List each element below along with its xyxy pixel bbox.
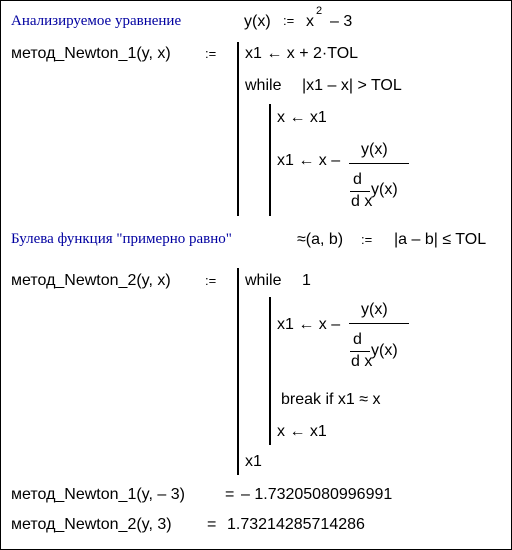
newton1-frac-numerator: y(x) [361,141,388,158]
newton1-frac-dx: d x [351,193,373,210]
approx-def-lhs: ≈(a, b) [297,231,344,248]
func-def-power: 2 [316,5,323,17]
newton2-header: метод_Newton_2(y, x) [11,272,171,289]
newton1-fraction-line [349,163,409,164]
newton2-frac-yx: y(x) [371,342,398,359]
result2-value: 1.73214285714286 [227,516,365,533]
result1-expression: метод_Newton_1(y, – 3) [11,486,185,503]
newton1-init: x1 ← x + 2·TOL [245,45,359,62]
func-def-lhs: y(x) [244,13,271,30]
newton2-frac-numerator: y(x) [361,301,388,318]
newton2-frac-dx: d x [351,353,373,370]
newton2-break-line: break if x1 ≈ x [281,391,381,408]
newton2-frac-d: d [353,331,362,348]
result2-equals: = [207,516,217,533]
newton1-derivative-line [350,191,370,192]
func-def-x: x [306,13,314,30]
func-def-rest: – 3 [330,13,353,30]
newton1-while-keyword: while [245,77,282,94]
approx-def-assign: := [361,232,373,247]
newton2-step-lhs: x1 ← x – [277,316,341,333]
newton2-fraction-line [349,323,409,324]
newton1-assign: := [205,46,217,61]
newton2-return-value: x1 [245,453,262,470]
newton2-while-keyword: while [245,272,282,289]
equation-label: Анализируемое уравнение [11,13,182,29]
newton1-while-condition: |x1 – x| > TOL [302,77,402,94]
newton1-step1: x ← x1 [277,109,327,126]
result2-expression: метод_Newton_2(y, 3) [11,516,172,533]
newton2-assign: := [205,273,217,288]
bool-func-label: Булева функция "примерно равно" [11,231,232,247]
newton2-loop-bar [269,297,271,445]
newton2-program-bar [237,268,239,475]
newton1-frac-yx: y(x) [371,181,398,198]
approx-def-rhs: |a – b| ≤ TOL [394,231,487,248]
result1-equals: = [225,486,235,503]
newton2-step-assign: x ← x1 [277,423,327,440]
newton1-header: метод_Newton_1(y, x) [11,45,171,62]
newton1-program-bar [237,42,239,216]
result1-value: – 1.73205080996991 [241,486,393,503]
newton2-while-condition: 1 [302,272,311,289]
newton1-frac-d: d [353,171,362,188]
newton1-loop-bar [269,104,271,216]
newton2-derivative-line [350,351,370,352]
newton1-step2-lhs: x1 ← x – [277,152,341,169]
func-def-assign: := [283,13,295,28]
